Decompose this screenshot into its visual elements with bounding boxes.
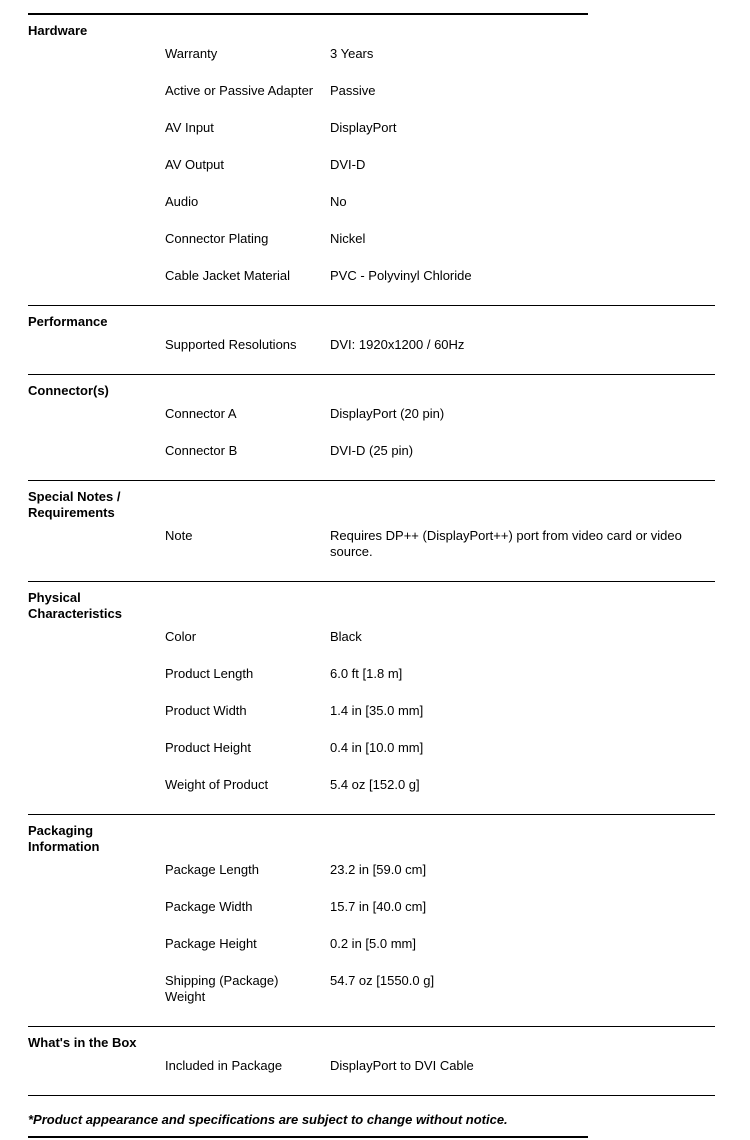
spec-label: AV Output	[165, 157, 225, 172]
spec-section	[28, 1035, 715, 1074]
spec-section	[28, 314, 715, 353]
footer-note: *Product appearance and specifications are subject to change without notice.	[28, 1112, 508, 1127]
spec-label: Audio	[165, 194, 199, 209]
spec-row	[165, 528, 715, 560]
spec-label: Connector Plating	[165, 231, 269, 246]
section-title: Connector(s)	[28, 383, 109, 398]
spec-label: Cable Jacket Material	[165, 268, 290, 283]
spec-row	[165, 1058, 715, 1074]
section-divider	[28, 374, 715, 375]
spec-row	[165, 194, 715, 210]
spec-row	[165, 936, 715, 952]
spec-label: Product Width	[165, 703, 247, 718]
section-divider	[28, 814, 715, 815]
section-title: Special Notes / Requirements	[28, 489, 121, 520]
section-rows	[165, 1058, 715, 1074]
spec-label: Included in Package	[165, 1058, 283, 1073]
spec-label: Weight of Product	[165, 777, 269, 792]
spec-section	[28, 23, 715, 284]
spec-label: Warranty	[165, 46, 218, 61]
spec-row	[165, 337, 715, 353]
top-rule	[28, 13, 588, 15]
spec-value: 0.4 in [10.0 mm]	[330, 740, 424, 755]
section-rows	[165, 862, 715, 1005]
spec-value: No	[330, 194, 347, 209]
spec-label: Color	[165, 629, 197, 644]
bottom-rule	[28, 1136, 588, 1138]
spec-value: 5.4 oz [152.0 g]	[330, 777, 420, 792]
section-rows	[165, 528, 715, 560]
spec-section	[28, 823, 715, 1005]
spec-section	[28, 590, 715, 793]
spec-row	[165, 777, 715, 793]
spec-label: Note	[165, 528, 193, 543]
spec-label: Active or Passive Adapter	[165, 83, 314, 98]
spec-label: Package Length	[165, 862, 259, 877]
section-title: Performance	[28, 314, 108, 329]
spec-label: Shipping (Package) Weight	[165, 973, 279, 1004]
spec-label: Package Height	[165, 936, 257, 951]
spec-value: DisplayPort	[330, 120, 397, 135]
spec-sections	[28, 23, 715, 1096]
spec-row	[165, 268, 715, 284]
spec-label: AV Input	[165, 120, 214, 135]
section-rows	[165, 337, 715, 353]
spec-row	[165, 46, 715, 62]
spec-row	[165, 973, 715, 1005]
spec-value: DisplayPort (20 pin)	[330, 406, 445, 421]
section-rows	[165, 46, 715, 284]
section-rows	[165, 406, 715, 459]
section-divider	[28, 581, 715, 582]
spec-value: Requires DP++ (DisplayPort++) port from video card or video source.	[330, 528, 682, 559]
spec-label: Supported Resolutions	[165, 337, 297, 352]
spec-row	[165, 231, 715, 247]
spec-section	[28, 489, 715, 560]
section-divider	[28, 1026, 715, 1027]
spec-label: Package Width	[165, 899, 253, 914]
spec-label: Product Length	[165, 666, 254, 681]
spec-row	[165, 406, 715, 422]
spec-row	[165, 83, 715, 99]
spec-value: Black	[330, 629, 362, 644]
spec-row	[165, 157, 715, 173]
spec-row	[165, 899, 715, 915]
spec-value: PVC - Polyvinyl Chloride	[330, 268, 472, 283]
spec-section	[28, 383, 715, 459]
spec-row	[165, 120, 715, 136]
spec-value: Nickel	[330, 231, 366, 246]
spec-row	[165, 443, 715, 459]
spec-value: 0.2 in [5.0 mm]	[330, 936, 416, 951]
spec-value: 1.4 in [35.0 mm]	[330, 703, 424, 718]
spec-value: 23.2 in [59.0 cm]	[330, 862, 427, 877]
section-divider	[28, 1095, 715, 1096]
spec-value: 15.7 in [40.0 cm]	[330, 899, 427, 914]
spec-row	[165, 666, 715, 682]
section-rows	[165, 629, 715, 793]
section-title: What's in the Box	[28, 1035, 137, 1050]
section-divider	[28, 305, 715, 306]
spec-row	[165, 740, 715, 756]
spec-value: DVI-D	[330, 157, 366, 172]
section-title: Hardware	[28, 23, 88, 38]
spec-value: Passive	[330, 83, 376, 98]
spec-value: 54.7 oz [1550.0 g]	[330, 973, 435, 988]
spec-value: DVI: 1920x1200 / 60Hz	[330, 337, 465, 352]
spec-label: Product Height	[165, 740, 251, 755]
section-divider	[28, 480, 715, 481]
spec-row	[165, 703, 715, 719]
spec-row	[165, 862, 715, 878]
spec-value: DVI-D (25 pin)	[330, 443, 414, 458]
spec-row	[165, 629, 715, 645]
spec-label: Connector B	[165, 443, 238, 458]
spec-value: DisplayPort to DVI Cable	[330, 1058, 474, 1073]
section-title: Packaging Information	[28, 823, 100, 854]
spec-value: 3 Years	[330, 46, 374, 61]
spec-value: 6.0 ft [1.8 m]	[330, 666, 403, 681]
spec-label: Connector A	[165, 406, 237, 421]
section-title: Physical Characteristics	[28, 590, 122, 621]
